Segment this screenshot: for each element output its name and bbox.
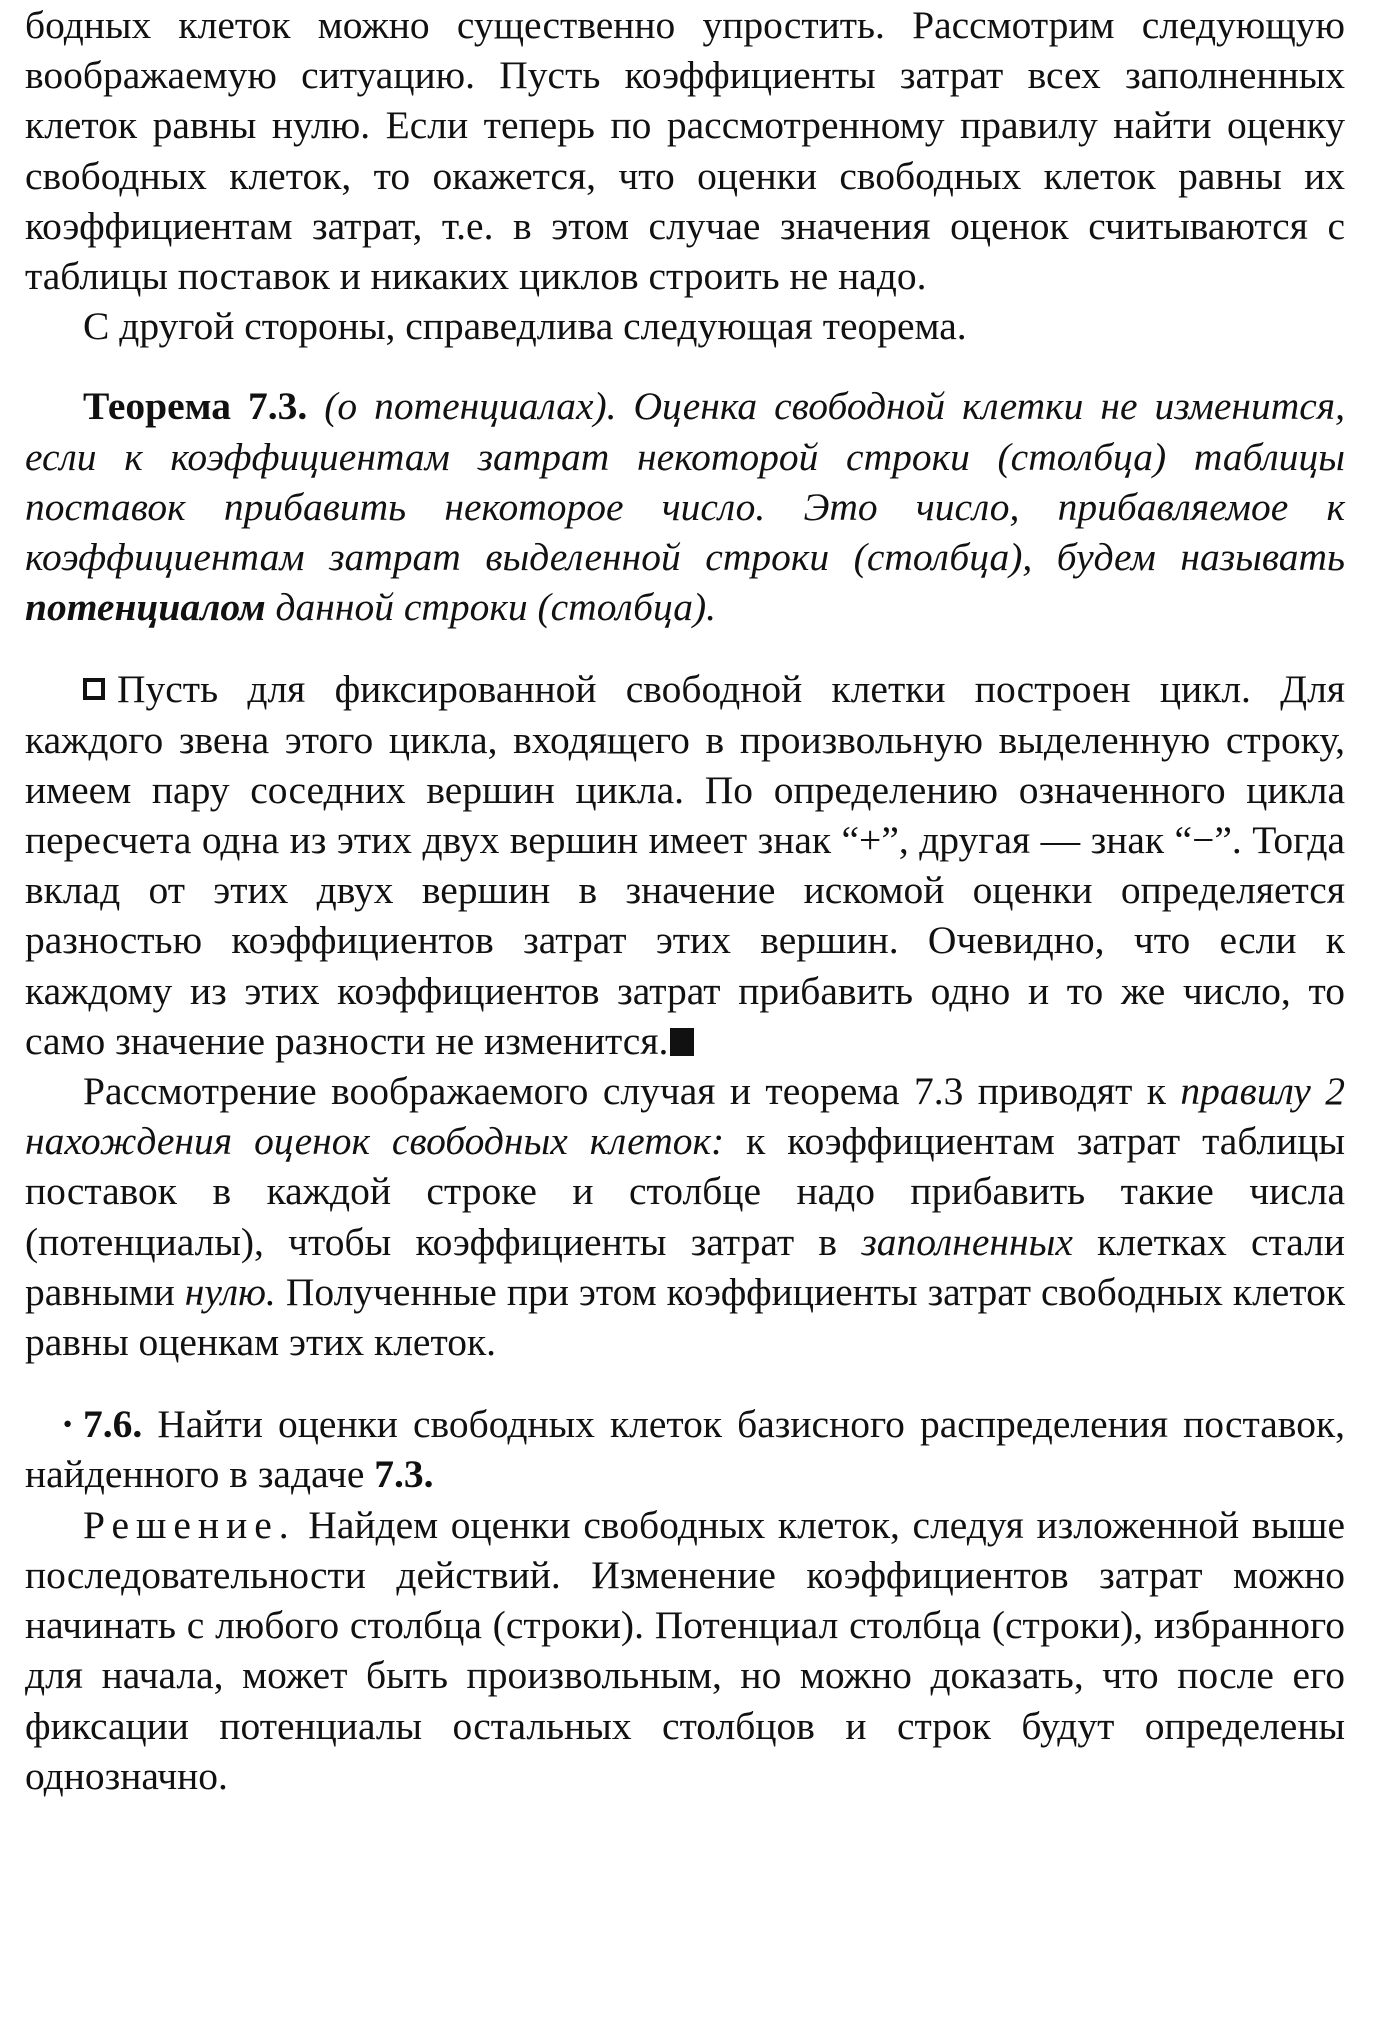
book-page <box>25 0 1345 1801</box>
paragraph-text: бодных клеток можно существенно упростить. Рассмотрим следующую воображаемую ситуацию. Пусть коэффициенты затрат всех заполненных клеток равны нулю. Если теперь по рассмотренному правилу найти оценку свободных клеток, то окажется, что оценки свободных клеток равны их коэффициентам затрат, т.е. в этом случае значения оценок считываются с таблицы поставок и никаких циклов строить не надо. <box>25 3 1345 299</box>
theorem-label: Теорема 7.3. <box>83 384 308 429</box>
proof-end-icon <box>670 1028 694 1056</box>
task-marker-icon: · <box>61 1402 75 1447</box>
rule-name: правилу 2 нахождения оценок свободных клеток: <box>25 1069 1345 1164</box>
task-text: Найти оценки свободных клеток базисного распределения поставок, найденного в задаче <box>25 1402 1346 1497</box>
theorem-text: (о потенциалах). Оценка свободной клетки не изменится, если к коэффициентам затрат некоторой строки (столбца) таблицы поставок прибавить некоторое число. Это число, прибавляемое к коэффициентам затрат выделенной строки (столбца), будем называть <box>25 384 1346 580</box>
proof-text: Пусть для фиксированной свободной клетки построен цикл. Для каждого звена этого цикла, входящего в произвольную выделенную строку, имеем пару соседних вершин цикла. По определению означенного цикла пересчета одна из этих двух вершин имеет знак “+”, другая — знак “−”. Тогда вклад от этих двух вершин в значение искомой оценки определяется разностью коэффициентов затрат этих вершин. Очевидно, что если к каждому из этих коэффициентов затрат прибавить одно и то же число, то само значение разности не изменится. <box>25 667 1345 1063</box>
proof-start-icon <box>83 678 105 700</box>
theorem-term: потенциалом <box>25 585 266 630</box>
task-reference: 7.3. <box>374 1452 434 1497</box>
solution-label: Решение. <box>83 1502 296 1547</box>
rule-text: к коэффициентам затрат таблицы поставок в каждой строке и столбце надо прибавить такие числа (потенциалы), чтобы коэффициенты затрат в <box>25 1119 1345 1264</box>
theorem-text-end: данной строки (столбца). <box>275 585 717 630</box>
rule-emphasis: заполненных <box>861 1219 1073 1264</box>
solution-text: Найдем оценки свободных клеток, следуя изложенной выше последовательности действий. Изменение коэффициентов затрат можно начинать с любого столбца (строки). Потенциал столбца (строки), избранного для начала, может быть произвольным, но можно доказать, что после его фиксации потенциалы остальных столбцов и строк будут определены однозначно. <box>25 1502 1345 1798</box>
paragraph-text: С другой стороны, справедлива следующая теорема. <box>83 304 967 349</box>
rule-emphasis: нулю. <box>184 1269 276 1314</box>
task-number: 7.6. <box>83 1402 143 1447</box>
paragraph-continuation <box>25 0 1345 301</box>
paragraph-intro-theorem <box>25 301 1345 351</box>
rule-text: Полученные при этом коэффициенты затрат свободных клеток равны оценкам этих клеток. <box>25 1269 1346 1365</box>
theorem-block <box>25 381 1345 632</box>
rule-block <box>25 1066 1345 1367</box>
task-block <box>25 1399 1345 1499</box>
rule-text: клетках стали равными <box>25 1219 1346 1314</box>
rule-text: Рассмотрение воображаемого случая и теорема 7.3 приводят к <box>83 1069 1166 1114</box>
solution-block <box>25 1500 1345 1801</box>
proof-block <box>25 664 1345 1066</box>
